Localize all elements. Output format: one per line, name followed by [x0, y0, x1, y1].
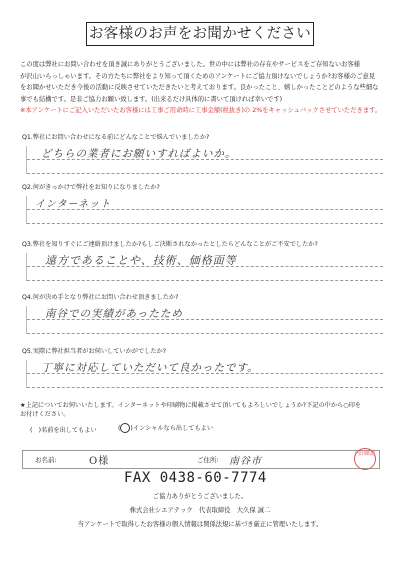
name-label: お名前: [35, 456, 57, 464]
question-5-answer: 丁寧に対応していただいて良かったです。 [41, 362, 259, 374]
question-4-answer: 南谷での実績があったため [45, 308, 183, 320]
question-2-answer: インターネット [35, 199, 112, 210]
intro-text [20, 59, 382, 117]
question-3-answer-box[interactable] [26, 253, 383, 281]
question-3-answer: 遠方であることや、技術、価格面等 [45, 254, 237, 267]
option-paren: ) [130, 425, 133, 432]
intro-line: 事でも結構です。是非ご協力お願い致します。(出来るだけ具体的に書いて頂ければ幸いです) [20, 95, 283, 103]
intro-line: が沢山いらっしゃいます。その方たちに弊社をより知って頂くためのアンケートにご協力頂けないでしょうか?お客様のご意見 [20, 72, 376, 80]
consent-text-2: お付けください。 [20, 411, 70, 418]
option-paren: ( [118, 425, 121, 432]
address-value[interactable]: 南谷市 [229, 456, 262, 467]
question-3-label: Q3.弊社を知りすぐにご連絡頂けましたか?もしご決断されなかったとしたらどんなことがご不安でしたか? [22, 241, 318, 248]
page-title: お客様のお声をお聞かせください [86, 22, 314, 46]
footer-thanks: ご協力ありがとうございました。 [152, 493, 248, 500]
intro-line: この度は弊社にお問い合わせを頂き誠にありがとうございました。世の中には弊社の存在やサービスをご存知ないお客様 [20, 61, 361, 68]
address-label: ご住所: [197, 456, 219, 464]
cashback-note: ※本アンケートにご記入いただいたお客様には工事ご用命時に工事金額(税抜き)の 2%をキャッシュバックさせていただきます。 [20, 107, 382, 115]
question-5-label: Q5.実際に弊社担当者がお伺いしていかがでしたか? [22, 348, 166, 355]
question-1-answer: どちらの業者にお願いすればよいか。 [41, 148, 237, 160]
name-address-box [22, 450, 380, 469]
selected-circle-mark [120, 423, 133, 433]
footer-privacy: 当アンケートで取得したお客様の個人情報は関係法規に基づき厳正に管理いたします。 [77, 521, 323, 528]
approval-stamp [354, 448, 376, 470]
option-initial-ok[interactable] [118, 423, 213, 433]
name-value[interactable]: O様 [89, 456, 110, 467]
option-name-ok[interactable]: ( )名前を出してもよい [30, 427, 97, 434]
question-2-label: Q2.何がきっかけで弊社をお知りになりましたか? [22, 184, 160, 191]
question-4-answer-box[interactable] [26, 306, 383, 334]
consent-text: ★上記についてお伺いいたします。インターネットや印刷物に掲載させて頂いてもよろしいでしょうか?下記の中から○印を [20, 402, 361, 409]
question-1-label: Q1.弊社にお問い合わせになる前にどんなことで悩んでいましたか? [22, 134, 210, 141]
option-initial-label: インシャルなら出してもよい [132, 425, 214, 432]
intro-line: をお聞かせいただき今後の活動に反映させていただきたいと考えております。良かったこと、嬉しかったことどのような些細な [20, 84, 379, 92]
question-2-answer-box[interactable] [26, 196, 383, 224]
stamp-text: 内田確認 [355, 451, 376, 457]
question-4-label: Q4.何が決め手となり弊社にお問い合わせ頂きましたか? [22, 294, 179, 301]
question-1-answer-box[interactable] [26, 146, 383, 174]
fax-number: FAX 0438-60-7774 [124, 470, 267, 486]
question-5-answer-box[interactable] [26, 360, 383, 388]
footer-company: 株式会社シエアテック 代表取締役 大久保 誠二 [129, 507, 271, 514]
